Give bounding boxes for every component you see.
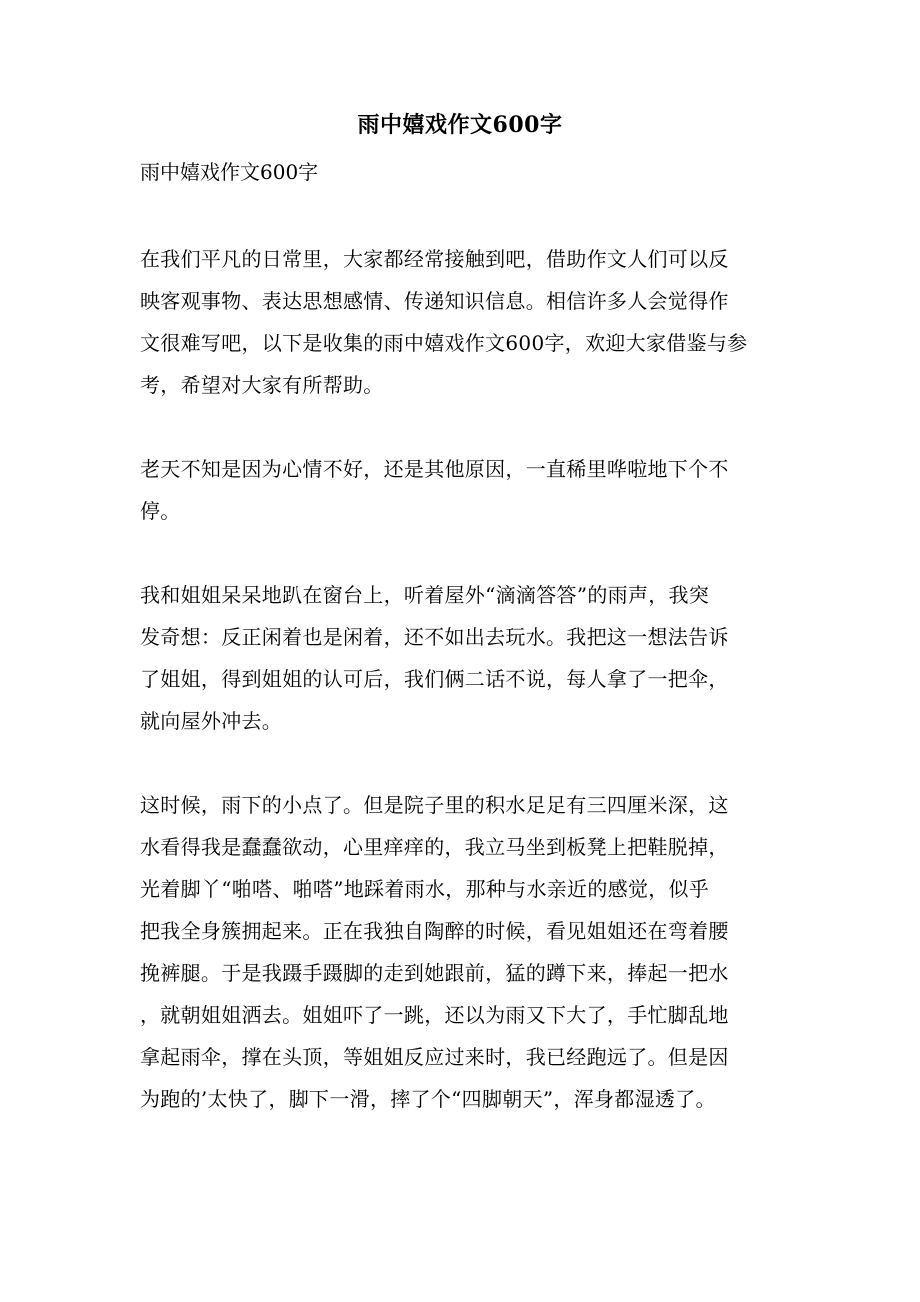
text-line: 这时候，雨下的小点了。但是院子里的积水足足有三四厘米深，这 [140, 793, 729, 817]
text-line: 文很难写吧，以下是收集的雨中嬉戏作文600字，欢迎大家借鉴与参 [140, 331, 748, 355]
text-line: 就向屋外冲去。 [140, 709, 283, 733]
document-subtitle: 雨中嬉戏作文600字 [140, 160, 319, 184]
text-line: 考，希望对大家有所帮助。 [140, 373, 384, 397]
paragraph-window [140, 574, 785, 742]
text-line: 了姐姐，得到姐姐的认可后，我们俩二话不说，每人拿了一把伞， [140, 667, 729, 691]
text-line: 挽裤腿。于是我蹑手蹑脚的走到她跟前，猛的蹲下来，捧起一把水 [140, 961, 729, 985]
paragraph-intro [140, 238, 785, 406]
text-line: 映客观事物、表达思想感情、传递知识信息。相信许多人会觉得作 [140, 289, 729, 313]
text-line: 水看得我是蠢蠢欲动，心里痒痒的，我立马坐到板凳上把鞋脱掉， [140, 835, 729, 859]
text-line: 在我们平凡的日常里，大家都经常接触到吧，借助作文人们可以反 [140, 247, 729, 271]
text-line: 发奇想：反正闲着也是闲着，还不如出去玩水。我把这一想法告诉 [140, 625, 729, 649]
text-line: 拿起雨伞，撑在头顶，等姐姐反应过来时，我已经跑远了。但是因 [140, 1045, 729, 1069]
text-line: 为跑的’太快了，脚下一滑，摔了个“四脚朝天”，浑身都湿透了。 [140, 1087, 716, 1111]
text-line: 老天不知是因为心情不好，还是其他原因，一直稀里哗啦地下个不 [140, 457, 729, 481]
document-title: 雨中嬉戏作文600字 [357, 112, 563, 138]
text-line: 停。 [140, 499, 181, 523]
text-line: 光着脚丫“啪嗒、啪嗒”地踩着雨水，那种与水亲近的感觉，似乎 [140, 877, 710, 901]
text-line: 我和姐姐呆呆地趴在窗台上，听着屋外“滴滴答答”的雨声，我突 [140, 583, 710, 607]
paragraph-weather [140, 448, 785, 532]
text-line: 把我全身簇拥起来。正在我独自陶醉的时候，看见姐姐还在弯着腰 [140, 919, 729, 943]
text-line: ，就朝姐姐洒去。姐姐吓了一跳，还以为雨又下大了，手忙脚乱地 [140, 1003, 729, 1027]
paragraph-yard [140, 784, 785, 1120]
